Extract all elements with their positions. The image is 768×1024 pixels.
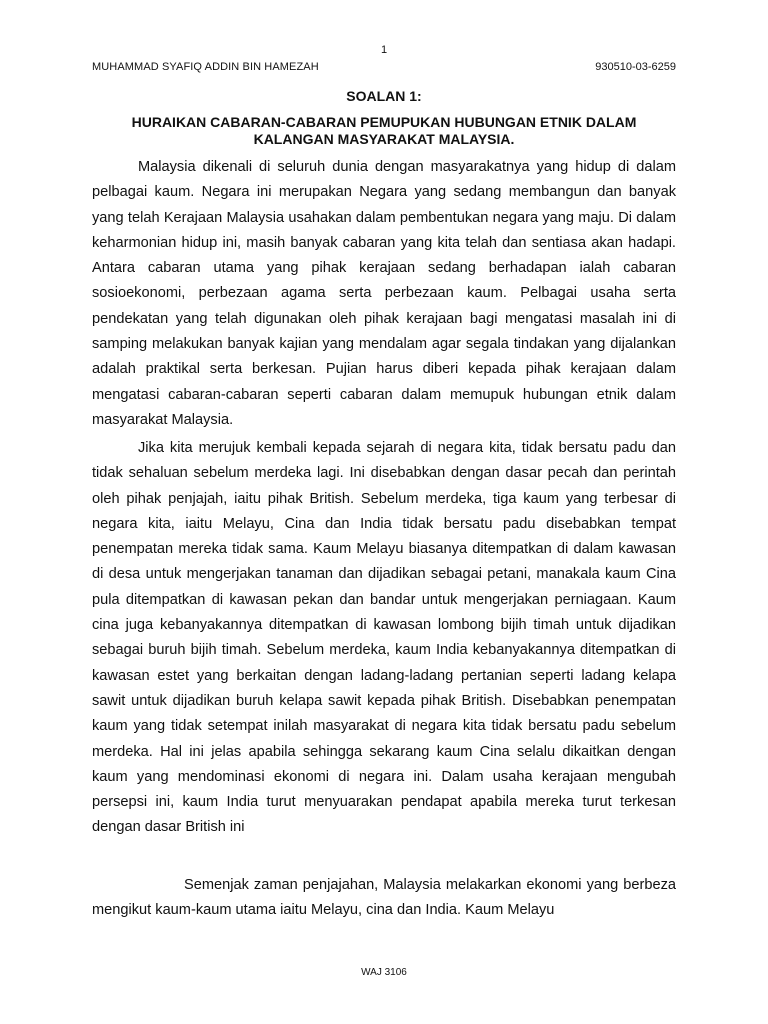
body-paragraph-3: Semenjak zaman penjajahan, Malaysia melakarkan ekonomi yang berbeza mengikut kaum-kaum utama iaitu Melayu, cina dan India. Kaum Melayu [92, 877, 676, 919]
question-title: HURAIKAN CABARAN-CABARAN PEMUPUKAN HUBUNGAN ETNIK DALAM KALANGAN MASYARAKAT MALAYSIA. [131, 114, 637, 147]
question-number: SOALAN 1: [346, 88, 422, 104]
author-name: MUHAMMAD SYAFIQ ADDIN BIN HAMEZAH [92, 61, 319, 73]
page-footer-course-code: WAJ 3106 [361, 967, 407, 978]
page-number: 1 [380, 44, 388, 56]
body-paragraph-1: Malaysia dikenali di seluruh dunia dengan masyarakatnya yang hidup di dalam pelbagai kaum. Negara ini merupakan Negara yang sedang membangun dan banyak yang telah Kerajaan Malaysia usahakan dalam pembentukan negara yang maju. Di dalam keharmonian hidup ini, masih banyak cabaran yang kita telah dan sentiasa akan hadapi. Antara cabaran utama yang pihak kerajaan sedang berhadapan ialah cabaran sosioekonomi, perbezaan agama serta perbezaan kaum. Pelbagai usaha serta pendekatan yang telah digunakan oleh pihak kerajaan bagi mengatasi masalah ini di samping melakukan banyak kajian yang mendalam agar segala tindakan yang dijalankan adalah praktikal serta berkesan. Pujian harus diberi kepada pihak kerajaan dalam mengatasi cabaran-cabaran seperti cabaran dalam memupuk hubungan etnik dalam masyarakat Malaysia. [92, 159, 676, 428]
author-id-number: 930510-03-6259 [595, 61, 676, 73]
body-paragraph-2: Jika kita merujuk kembali kepada sejarah di negara kita, tidak bersatu padu dan tidak sehaluan sebelum merdeka lagi. Ini disebabkan dengan dasar pecah dan perintah oleh pihak penjajah, iaitu pihak British. Sebelum merdeka, tiga kaum yang terbesar di negara kita, iaitu Melayu, Cina dan India tidak bersatu padu disebabkan tempat penempatan mereka tidak sama. Kaum Melayu biasanya ditempatkan di dalam kawasan di desa untuk mengerjakan tanaman dan dijadikan sebagai petani, manakala kaum Cina pula ditempatkan di kawasan pekan dan bandar untuk mengerjakan perniagaan. Kaum cina juga kebanyakannya ditempatkan di kawasan lombong bijih timah untuk dijadikan sebagai buruh bijih timah. Sebelum merdeka, kaum India kebanyakannya ditempatkan di kawasan estet yang berkaitan dengan ladang-ladang pertanian seperti ladang kelapa sawit untuk dijadikan buruh kelapa sawit kepada pihak British. Disebabkan penempatan kaum yang tidak setempat inilah masyarakat di negara kita tidak bersatu padu sebelum merdeka. Hal ini jelas apabila sehingga sekarang kaum Cina selalu dikaitkan dengan kaum yang mendominasi ekonomi di negara ini. Dalam usaha kerajaan mengubah persepsi ini, kaum India turut menyuarakan pendapat apabila mereka turut terkesan dengan dasar British ini [92, 440, 676, 836]
